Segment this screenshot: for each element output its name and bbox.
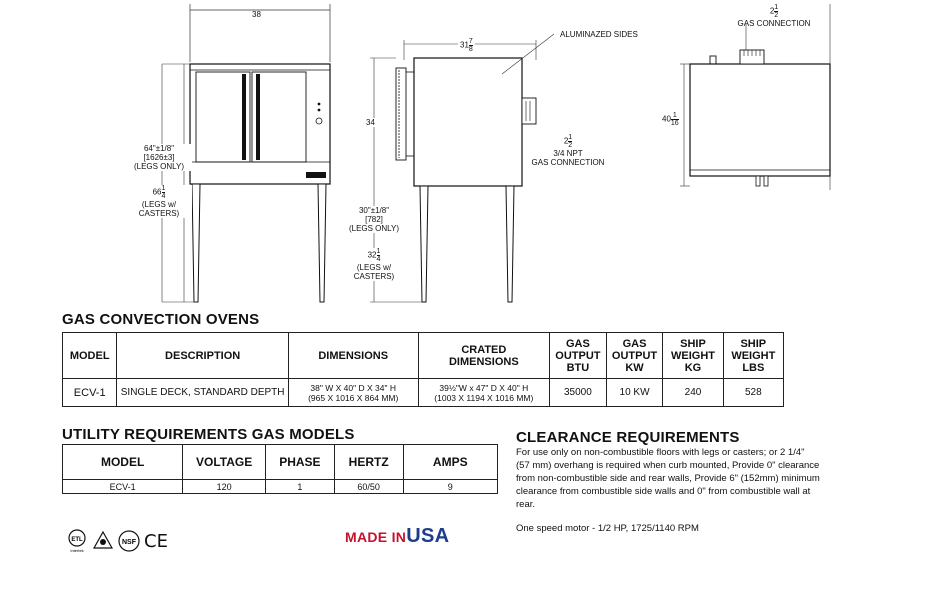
col-voltage: VOLTAGE	[183, 445, 266, 480]
clearance-text: For use only on non-combustible floors with legs or casters; or 2 1/4" (57 mm) overhang is required when curb mounted, Provide 0" clearance from non-combustible side and rear walls, Provide 6" (152mm) minimum clearance from combustible side walls and 0" from combustible wall at rear.	[516, 447, 820, 510]
col-gas-output-btu: GAS OUTPUT BTU	[550, 333, 607, 379]
cell-phase: 1	[266, 480, 335, 494]
side-casters-label: 32 $\frac{1}{4}$ (LEGS w/ CASTERS)	[344, 248, 404, 281]
etl-logo-icon	[66, 529, 88, 553]
rear-height-label: 40 $\frac{1}{16}$	[662, 112, 679, 127]
cell-description: SINGLE DECK, STANDARD DEPTH	[117, 379, 288, 407]
col-model: MODEL	[63, 333, 117, 379]
svg-text:ETL: ETL	[71, 537, 83, 543]
cell-kw: 10 KW	[606, 379, 663, 407]
rear-gas-connection-label: 2 $\frac{1}{2}$ GAS CONNECTION	[737, 4, 811, 28]
clearance-title: CLEARANCE REQUIREMENTS	[516, 429, 740, 446]
col-gas-output-kw: GAS OUTPUT KW	[606, 333, 663, 379]
side-gas-connection-label: 2 $\frac{1}{2}$ 3/4 NPT GAS CONNECTION	[531, 134, 605, 167]
cell-model: ECV-1	[63, 379, 117, 407]
col-phase: PHASE	[266, 445, 335, 480]
svg-text:Intertek: Intertek	[70, 548, 84, 553]
utility-title: UTILITY REQUIREMENTS GAS MODELS	[62, 426, 355, 443]
cell-model: ECV-1	[63, 480, 183, 494]
ovens-header-row	[63, 333, 784, 379]
col-ship-weight-kg: SHIP WEIGHT KG	[663, 333, 723, 379]
side-depth-label: 31 $\frac{7}{8}$	[460, 38, 473, 53]
cell-lbs: 528	[723, 379, 783, 407]
ovens-title: GAS CONVECTION OVENS	[62, 311, 260, 328]
col-crated-dimensions: CRATED DIMENSIONS	[418, 333, 550, 379]
cell-hertz: 60/50	[334, 480, 403, 494]
aluminized-sides-label: ALUMINAZED SIDES	[560, 30, 638, 39]
certification-logos	[66, 528, 168, 554]
cell-amps: 9	[403, 480, 497, 494]
cell-voltage: 120	[183, 480, 266, 494]
cell-crated: 39½"W x 47" D X 40" H (1003 X 1194 X 1016 MM)	[418, 379, 550, 407]
front-legs-only-label: 64"±1/8" [1626±3] (LEGS ONLY)	[126, 144, 192, 171]
gas-cert-logo-icon	[92, 530, 114, 552]
cell-btu: 35000	[550, 379, 607, 407]
side-legs-only-label: 30"±1/8" [782] (LEGS ONLY)	[344, 206, 404, 233]
col-hertz: HERTZ	[334, 445, 403, 480]
front-casters-label: 66 $\frac{1}{4}$ (LEGS w/ CASTERS)	[126, 185, 192, 218]
made-in-usa-badge: MADE INUSA	[345, 525, 450, 547]
front-width-label: 38	[252, 10, 261, 19]
col-ship-weight-lbs: SHIP WEIGHT LBS	[723, 333, 783, 379]
ce-mark-icon: CE	[144, 530, 168, 552]
col-description: DESCRIPTION	[117, 333, 288, 379]
nsf-logo-icon	[118, 530, 140, 552]
table-row	[63, 480, 498, 494]
col-model: MODEL	[63, 445, 183, 480]
col-dimensions: DIMENSIONS	[288, 333, 418, 379]
rear-view-drawing	[660, 0, 860, 200]
utility-header-row	[63, 445, 498, 480]
col-amps: AMPS	[403, 445, 497, 480]
motor-spec: One speed motor - 1/2 HP, 1725/1140 RPM	[516, 523, 699, 534]
svg-text:NSF: NSF	[122, 539, 136, 546]
utility-table	[62, 444, 498, 494]
side-height-label: 34	[366, 118, 375, 127]
cell-kg: 240	[663, 379, 723, 407]
cell-dimensions: 38" W X 40" D X 34" H (965 X 1016 X 864 MM)	[288, 379, 418, 407]
ovens-table	[62, 332, 784, 407]
table-row	[63, 379, 784, 407]
